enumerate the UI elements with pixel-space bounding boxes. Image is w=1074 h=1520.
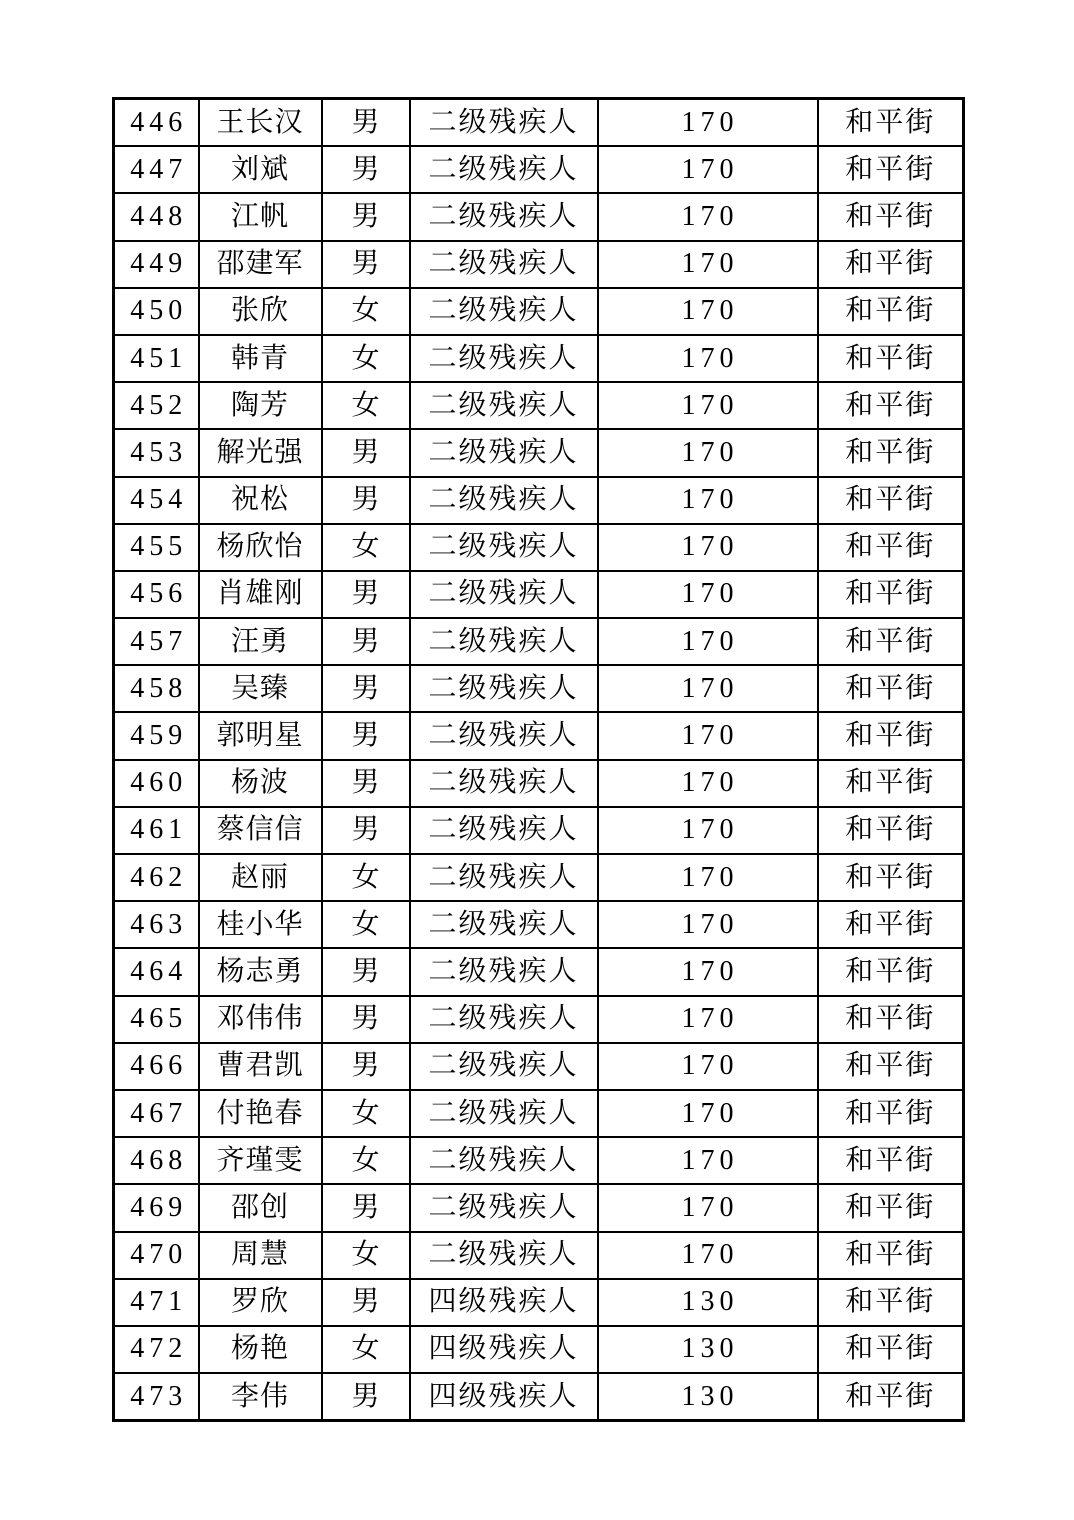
cell-gender: 女 <box>322 288 410 335</box>
cell-name: 邓伟伟 <box>199 996 322 1043</box>
table-row <box>114 571 964 618</box>
cell-category: 二级残疾人 <box>410 1232 598 1279</box>
cell-category: 二级残疾人 <box>410 854 598 901</box>
cell-serial: 455 <box>114 524 199 571</box>
cell-street: 和平街 <box>818 1326 964 1373</box>
cell-name: 杨波 <box>199 760 322 807</box>
cell-serial: 473 <box>114 1373 199 1421</box>
cell-name: 罗欣 <box>199 1279 322 1326</box>
cell-amount: 170 <box>598 193 818 240</box>
cell-street: 和平街 <box>818 618 964 665</box>
cell-name: 李伟 <box>199 1373 322 1421</box>
cell-serial: 469 <box>114 1184 199 1231</box>
table-row <box>114 1373 964 1421</box>
cell-category: 二级残疾人 <box>410 665 598 712</box>
cell-serial: 456 <box>114 571 199 618</box>
cell-amount: 170 <box>598 760 818 807</box>
cell-category: 二级残疾人 <box>410 429 598 476</box>
table-row <box>114 335 964 382</box>
table-row <box>114 854 964 901</box>
cell-street: 和平街 <box>818 901 964 948</box>
cell-amount: 170 <box>598 1232 818 1279</box>
table-row <box>114 665 964 712</box>
cell-street: 和平街 <box>818 948 964 995</box>
cell-street: 和平街 <box>818 335 964 382</box>
cell-street: 和平街 <box>818 807 964 854</box>
cell-amount: 170 <box>598 146 818 193</box>
cell-category: 二级残疾人 <box>410 571 598 618</box>
cell-amount: 170 <box>598 241 818 288</box>
cell-amount: 170 <box>598 618 818 665</box>
cell-name: 杨艳 <box>199 1326 322 1373</box>
cell-name: 付艳春 <box>199 1090 322 1137</box>
cell-name: 杨志勇 <box>199 948 322 995</box>
cell-street: 和平街 <box>818 1279 964 1326</box>
cell-gender: 女 <box>322 335 410 382</box>
cell-street: 和平街 <box>818 1043 964 1090</box>
cell-street: 和平街 <box>818 1090 964 1137</box>
cell-category: 二级残疾人 <box>410 1184 598 1231</box>
cell-street: 和平街 <box>818 1373 964 1421</box>
disability-subsidy-table <box>112 97 965 1422</box>
cell-serial: 466 <box>114 1043 199 1090</box>
table-row <box>114 193 964 240</box>
cell-serial: 459 <box>114 712 199 759</box>
cell-serial: 453 <box>114 429 199 476</box>
cell-name: 张欣 <box>199 288 322 335</box>
table-row <box>114 1184 964 1231</box>
cell-amount: 170 <box>598 665 818 712</box>
cell-serial: 458 <box>114 665 199 712</box>
cell-street: 和平街 <box>818 712 964 759</box>
cell-street: 和平街 <box>818 854 964 901</box>
cell-serial: 451 <box>114 335 199 382</box>
cell-street: 和平街 <box>818 146 964 193</box>
table-row <box>114 99 964 147</box>
cell-gender: 男 <box>322 948 410 995</box>
cell-serial: 462 <box>114 854 199 901</box>
table-row <box>114 477 964 524</box>
cell-amount: 130 <box>598 1326 818 1373</box>
cell-name: 王长汉 <box>199 99 322 147</box>
cell-gender: 男 <box>322 1043 410 1090</box>
cell-serial: 467 <box>114 1090 199 1137</box>
cell-gender: 女 <box>322 1232 410 1279</box>
table-body <box>114 99 964 1421</box>
cell-gender: 女 <box>322 854 410 901</box>
cell-amount: 130 <box>598 1279 818 1326</box>
cell-gender: 男 <box>322 1373 410 1421</box>
table-row <box>114 288 964 335</box>
cell-gender: 男 <box>322 1184 410 1231</box>
cell-amount: 170 <box>598 1184 818 1231</box>
cell-street: 和平街 <box>818 477 964 524</box>
cell-street: 和平街 <box>818 193 964 240</box>
cell-category: 二级残疾人 <box>410 382 598 429</box>
cell-amount: 170 <box>598 288 818 335</box>
cell-serial: 468 <box>114 1137 199 1184</box>
cell-serial: 452 <box>114 382 199 429</box>
cell-name: 齐瑾雯 <box>199 1137 322 1184</box>
cell-serial: 472 <box>114 1326 199 1373</box>
table-row <box>114 382 964 429</box>
cell-gender: 男 <box>322 429 410 476</box>
cell-amount: 170 <box>598 524 818 571</box>
cell-serial: 450 <box>114 288 199 335</box>
table-row <box>114 901 964 948</box>
cell-street: 和平街 <box>818 99 964 147</box>
cell-serial: 471 <box>114 1279 199 1326</box>
cell-gender: 男 <box>322 99 410 147</box>
cell-serial: 448 <box>114 193 199 240</box>
cell-amount: 170 <box>598 854 818 901</box>
cell-serial: 470 <box>114 1232 199 1279</box>
cell-gender: 男 <box>322 760 410 807</box>
cell-name: 桂小华 <box>199 901 322 948</box>
cell-category: 二级残疾人 <box>410 99 598 147</box>
cell-category: 二级残疾人 <box>410 146 598 193</box>
cell-amount: 170 <box>598 996 818 1043</box>
cell-name: 郭明星 <box>199 712 322 759</box>
cell-serial: 460 <box>114 760 199 807</box>
cell-amount: 170 <box>598 948 818 995</box>
cell-category: 二级残疾人 <box>410 948 598 995</box>
cell-name: 江帆 <box>199 193 322 240</box>
table-row <box>114 1232 964 1279</box>
cell-name: 汪勇 <box>199 618 322 665</box>
cell-street: 和平街 <box>818 665 964 712</box>
cell-category: 二级残疾人 <box>410 335 598 382</box>
cell-gender: 女 <box>322 524 410 571</box>
cell-street: 和平街 <box>818 1184 964 1231</box>
cell-gender: 女 <box>322 382 410 429</box>
cell-category: 二级残疾人 <box>410 901 598 948</box>
cell-amount: 170 <box>598 477 818 524</box>
cell-amount: 170 <box>598 807 818 854</box>
cell-serial: 449 <box>114 241 199 288</box>
cell-category: 二级残疾人 <box>410 996 598 1043</box>
cell-gender: 男 <box>322 146 410 193</box>
cell-serial: 454 <box>114 477 199 524</box>
table-row <box>114 241 964 288</box>
cell-serial: 465 <box>114 996 199 1043</box>
cell-amount: 170 <box>598 335 818 382</box>
cell-category: 二级残疾人 <box>410 807 598 854</box>
cell-serial: 447 <box>114 146 199 193</box>
cell-street: 和平街 <box>818 429 964 476</box>
cell-category: 二级残疾人 <box>410 193 598 240</box>
cell-category: 二级残疾人 <box>410 477 598 524</box>
cell-name: 祝松 <box>199 477 322 524</box>
cell-street: 和平街 <box>818 524 964 571</box>
cell-street: 和平街 <box>818 288 964 335</box>
cell-name: 肖雄刚 <box>199 571 322 618</box>
cell-amount: 170 <box>598 382 818 429</box>
cell-gender: 男 <box>322 571 410 618</box>
cell-category: 二级残疾人 <box>410 712 598 759</box>
table-row <box>114 1326 964 1373</box>
cell-gender: 男 <box>322 665 410 712</box>
cell-name: 韩青 <box>199 335 322 382</box>
cell-name: 陶芳 <box>199 382 322 429</box>
cell-category: 四级残疾人 <box>410 1373 598 1421</box>
table-row <box>114 524 964 571</box>
cell-name: 邵创 <box>199 1184 322 1231</box>
table-row <box>114 807 964 854</box>
table-row <box>114 146 964 193</box>
cell-name: 邵建军 <box>199 241 322 288</box>
cell-name: 杨欣怡 <box>199 524 322 571</box>
cell-category: 四级残疾人 <box>410 1326 598 1373</box>
table-row <box>114 948 964 995</box>
table-row <box>114 1090 964 1137</box>
cell-gender: 女 <box>322 1326 410 1373</box>
cell-street: 和平街 <box>818 1232 964 1279</box>
table-row <box>114 712 964 759</box>
cell-category: 二级残疾人 <box>410 1090 598 1137</box>
cell-category: 二级残疾人 <box>410 760 598 807</box>
cell-name: 曹君凯 <box>199 1043 322 1090</box>
cell-amount: 170 <box>598 712 818 759</box>
cell-category: 二级残疾人 <box>410 524 598 571</box>
table-row <box>114 618 964 665</box>
cell-amount: 170 <box>598 901 818 948</box>
cell-serial: 446 <box>114 99 199 147</box>
cell-name: 周慧 <box>199 1232 322 1279</box>
cell-gender: 男 <box>322 807 410 854</box>
cell-name: 吴臻 <box>199 665 322 712</box>
table-row <box>114 760 964 807</box>
cell-street: 和平街 <box>818 571 964 618</box>
cell-serial: 464 <box>114 948 199 995</box>
table-row <box>114 429 964 476</box>
cell-street: 和平街 <box>818 1137 964 1184</box>
cell-gender: 女 <box>322 1137 410 1184</box>
cell-serial: 457 <box>114 618 199 665</box>
cell-serial: 461 <box>114 807 199 854</box>
cell-serial: 463 <box>114 901 199 948</box>
cell-gender: 女 <box>322 901 410 948</box>
cell-amount: 170 <box>598 429 818 476</box>
cell-gender: 男 <box>322 996 410 1043</box>
cell-gender: 男 <box>322 477 410 524</box>
cell-gender: 男 <box>322 193 410 240</box>
cell-name: 刘斌 <box>199 146 322 193</box>
cell-category: 二级残疾人 <box>410 1043 598 1090</box>
cell-street: 和平街 <box>818 241 964 288</box>
cell-street: 和平街 <box>818 996 964 1043</box>
cell-gender: 男 <box>322 618 410 665</box>
cell-category: 二级残疾人 <box>410 241 598 288</box>
cell-amount: 170 <box>598 1043 818 1090</box>
table-row <box>114 996 964 1043</box>
cell-gender: 男 <box>322 712 410 759</box>
cell-amount: 170 <box>598 1090 818 1137</box>
cell-gender: 男 <box>322 1279 410 1326</box>
cell-gender: 女 <box>322 1090 410 1137</box>
table-row <box>114 1043 964 1090</box>
cell-category: 二级残疾人 <box>410 1137 598 1184</box>
cell-amount: 170 <box>598 99 818 147</box>
cell-amount: 170 <box>598 571 818 618</box>
cell-amount: 130 <box>598 1373 818 1421</box>
cell-street: 和平街 <box>818 382 964 429</box>
cell-category: 四级残疾人 <box>410 1279 598 1326</box>
cell-name: 解光强 <box>199 429 322 476</box>
table-row <box>114 1137 964 1184</box>
cell-category: 二级残疾人 <box>410 618 598 665</box>
cell-category: 二级残疾人 <box>410 288 598 335</box>
cell-name: 蔡信信 <box>199 807 322 854</box>
cell-name: 赵丽 <box>199 854 322 901</box>
table-row <box>114 1279 964 1326</box>
cell-gender: 男 <box>322 241 410 288</box>
cell-amount: 170 <box>598 1137 818 1184</box>
cell-street: 和平街 <box>818 760 964 807</box>
